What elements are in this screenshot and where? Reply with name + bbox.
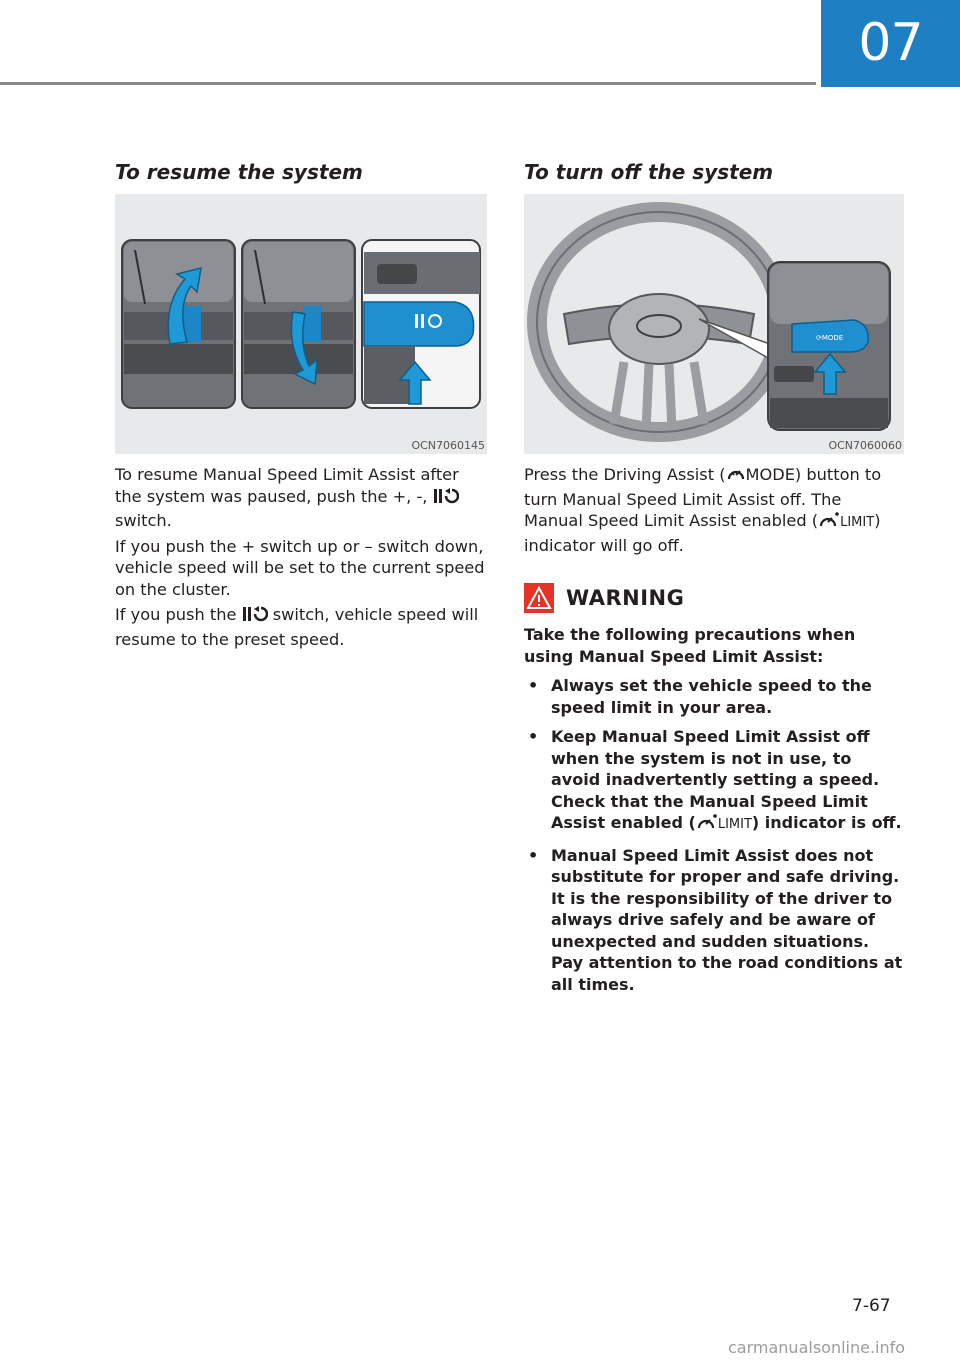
pause-resume-icon — [433, 487, 459, 511]
steering-switch-illustration — [115, 194, 487, 454]
speed-limit-icon — [696, 813, 718, 837]
warning-bullet: • Manual Speed Limit Assist does not substitute for proper and safe driving. It is the responsibility of the driver to always drive safely and be aware of unexpected and sudden situations. Pay attention to the road conditions at all times. — [524, 845, 904, 996]
resume-instructions — [115, 464, 487, 650]
chapter-tab: 07 — [821, 0, 960, 87]
text-run: To resume Manual Speed Limit Assist after the system was paused, push the +, -, — [115, 465, 459, 506]
warning-box — [524, 582, 904, 995]
header-rule — [0, 82, 816, 85]
warning-icon — [524, 583, 554, 613]
panel-switch-up — [122, 240, 235, 408]
section-title-turn-off: To turn off the system — [524, 160, 774, 184]
steering-wheel-illustration — [524, 194, 904, 454]
section-title-resume: To resume the system — [115, 160, 363, 184]
warning-title: WARNING — [566, 586, 685, 610]
text-run: ) button to turn Manual Speed Limit Assist off. The Manual Speed Limit Assist enabled ( — [524, 465, 882, 530]
figure-code: OCN7060060 — [828, 439, 902, 452]
warning-bullet: • Always set the vehicle speed to the speed limit in your area. — [524, 675, 904, 718]
resume-paragraph-3 — [115, 604, 487, 650]
mode-label: MODE — [745, 465, 795, 484]
text-run: Press the Driving Assist ( — [524, 465, 726, 484]
svg-text:⟳MODE: ⟳MODE — [816, 334, 844, 342]
warning-header — [524, 582, 904, 614]
text-run: ) indicator will go off. — [524, 511, 881, 555]
limit-label: LIMIT — [840, 515, 875, 530]
zoom-inset-panel — [768, 262, 890, 430]
resume-paragraph-1 — [115, 464, 487, 532]
text-run: ) indicator is off. — [751, 813, 902, 832]
limit-label: LIMIT — [717, 817, 752, 832]
speed-limit-icon — [818, 511, 840, 535]
panel-switch-down — [242, 240, 355, 408]
driving-assist-icon — [726, 465, 746, 489]
turn-off-instructions — [524, 464, 904, 556]
right-column — [524, 158, 904, 1003]
page-number: 7-67 — [852, 1296, 891, 1316]
figure-code: OCN7060145 — [411, 439, 485, 452]
figure-driving-assist-button — [524, 194, 904, 454]
text-run: switch, vehicle speed will resume to the preset speed. — [115, 605, 479, 649]
left-column — [115, 158, 487, 654]
warning-list — [524, 675, 904, 995]
warning-bullet — [524, 726, 904, 837]
figure-resume-switch — [115, 194, 487, 454]
warning-lead: Take the following precautions when using Manual Speed Limit Assist: — [524, 625, 856, 666]
text-run: Keep Manual Speed Limit Assist off when the system is not in use, to avoid inadvertently setting a speed. Check that the Manual Speed Limit Assist enabled ( — [551, 727, 880, 832]
text-run: If you push the — [115, 605, 242, 624]
pause-resume-icon — [242, 605, 268, 629]
panel-resume-button — [362, 240, 480, 408]
text-run: switch. — [115, 511, 172, 530]
turn-off-paragraph — [524, 464, 904, 556]
watermark: carmanualsonline.info — [728, 1338, 906, 1357]
resume-paragraph-2: If you push the + switch up or – switch down, vehicle speed will be set to the current speed on the cluster. — [115, 536, 485, 599]
